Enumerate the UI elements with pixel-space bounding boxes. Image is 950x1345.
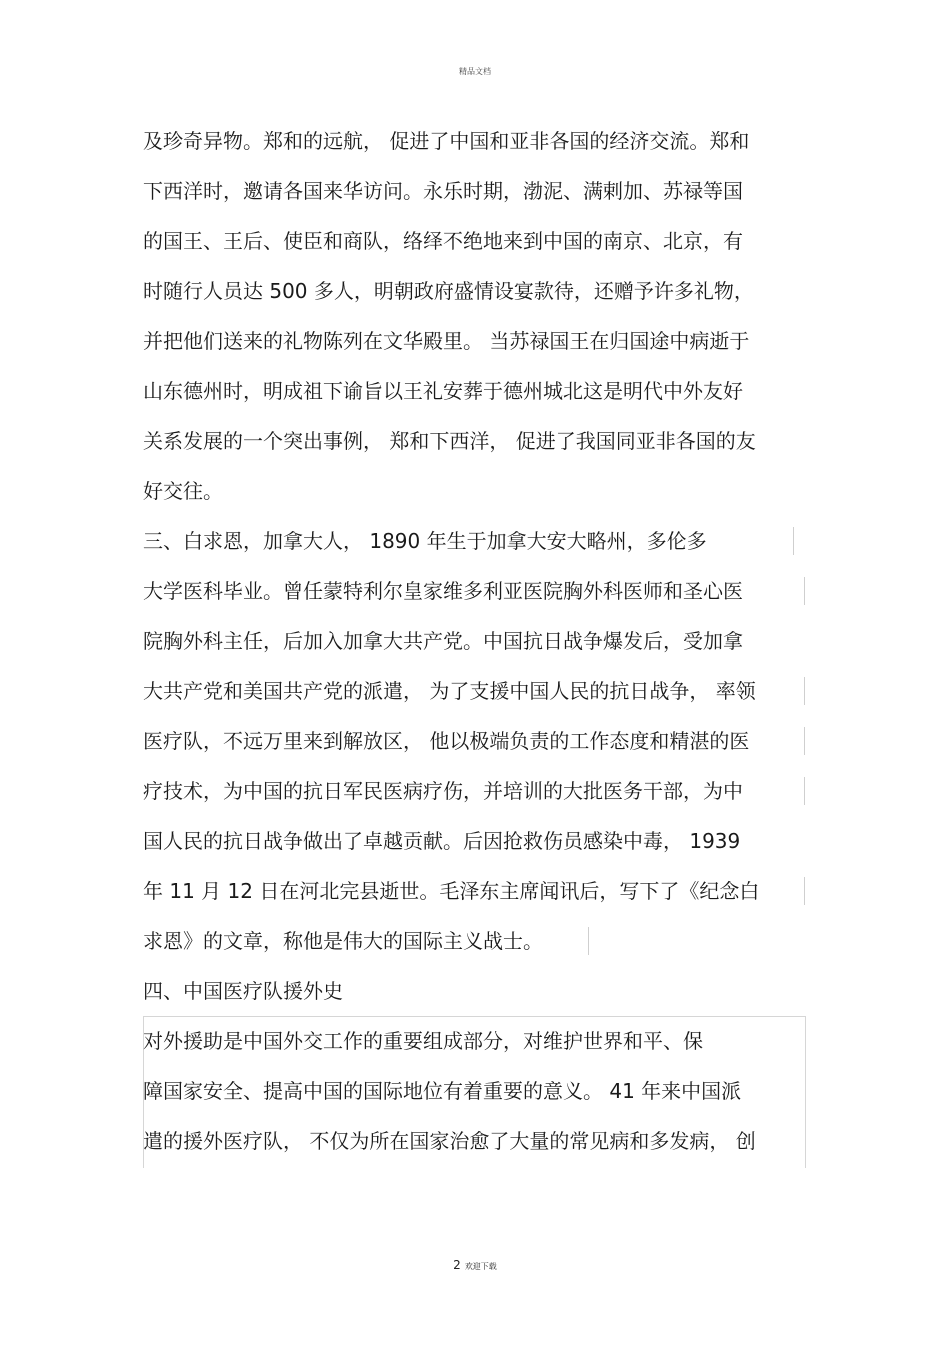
page-number: 2 xyxy=(453,1258,461,1272)
margin-rule xyxy=(804,577,805,605)
text-line: 大共产党和美国共产党的派遣， 为了支援中国人民的抗日战争， 率领 xyxy=(143,679,756,703)
text-line: 大学医科毕业。曾任蒙特利尔皇家维多利亚医院胸外科医师和圣心医 xyxy=(143,579,743,603)
text-line: 山东德州时，明成祖下谕旨以王礼安葬于德州城北这是明代中外友好 xyxy=(143,379,743,403)
text-line: 国人民的抗日战争做出了卓越贡献。后因抢救伤员感染中毒， 1939 xyxy=(143,829,741,853)
text-line: 及珍奇异物。郑和的远航， 促进了中国和亚非各国的经济交流。郑和 xyxy=(143,129,750,153)
page-footer xyxy=(0,1258,950,1272)
text-line: 三、白求恩，加拿大人， 1890 年生于加拿大安大略州，多伦多 xyxy=(143,529,707,553)
margin-rule xyxy=(804,727,805,755)
margin-rule xyxy=(804,677,805,705)
text-line: 关系发展的一个突出事例， 郑和下西洋， 促进了我国同亚非各国的友 xyxy=(143,429,756,453)
text-line: 遣的援外医疗队， 不仅为所在国家治愈了大量的常见病和多发病， 创 xyxy=(143,1129,756,1153)
text-line: 障国家安全、提高中国的国际地位有着重要的意义。 41 年来中国派 xyxy=(143,1079,742,1103)
text-line: 院胸外科主任，后加入加拿大共产党。中国抗日战争爆发后，受加拿 xyxy=(143,629,743,653)
section-heading: 四、中国医疗队援外史 xyxy=(143,979,343,1003)
margin-rule xyxy=(793,527,794,555)
text-line: 年 11 月 12 日在河北完县逝世。毛泽东主席闻讯后，写下了《纪念白 xyxy=(143,879,760,903)
text-line: 时随行人员达 500 多人，明朝政府盛情设宴款待，还赠予许多礼物， xyxy=(143,279,754,303)
page-header: 精品文档 xyxy=(459,67,491,76)
text-line: 的国王、王后、使臣和商队，络绎不绝地来到中国的南京、北京，有 xyxy=(143,229,743,253)
footer-text: 欢迎下载 xyxy=(464,1262,497,1271)
margin-rule xyxy=(588,927,589,955)
text-line: 医疗队，不远万里来到解放区， 他以极端负责的工作态度和精湛的医 xyxy=(143,729,750,753)
text-line: 求恩》的文章，称他是伟大的国际主义战士。 xyxy=(143,929,543,953)
text-line: 对外援助是中国外交工作的重要组成部分，对维护世界和平、保 xyxy=(143,1029,703,1053)
text-line: 下西洋时，邀请各国来华访问。永乐时期，渤泥、满剌加、苏禄等国 xyxy=(143,179,743,203)
margin-rule xyxy=(804,877,805,905)
margin-rule xyxy=(804,777,805,805)
text-line: 好交往。 xyxy=(143,479,223,503)
text-line: 疗技术，为中国的抗日军民医病疗伤，并培训的大批医务干部，为中 xyxy=(143,779,743,803)
text-line: 并把他们送来的礼物陈列在文华殿里。 当苏禄国王在归国途中病逝于 xyxy=(143,329,750,353)
